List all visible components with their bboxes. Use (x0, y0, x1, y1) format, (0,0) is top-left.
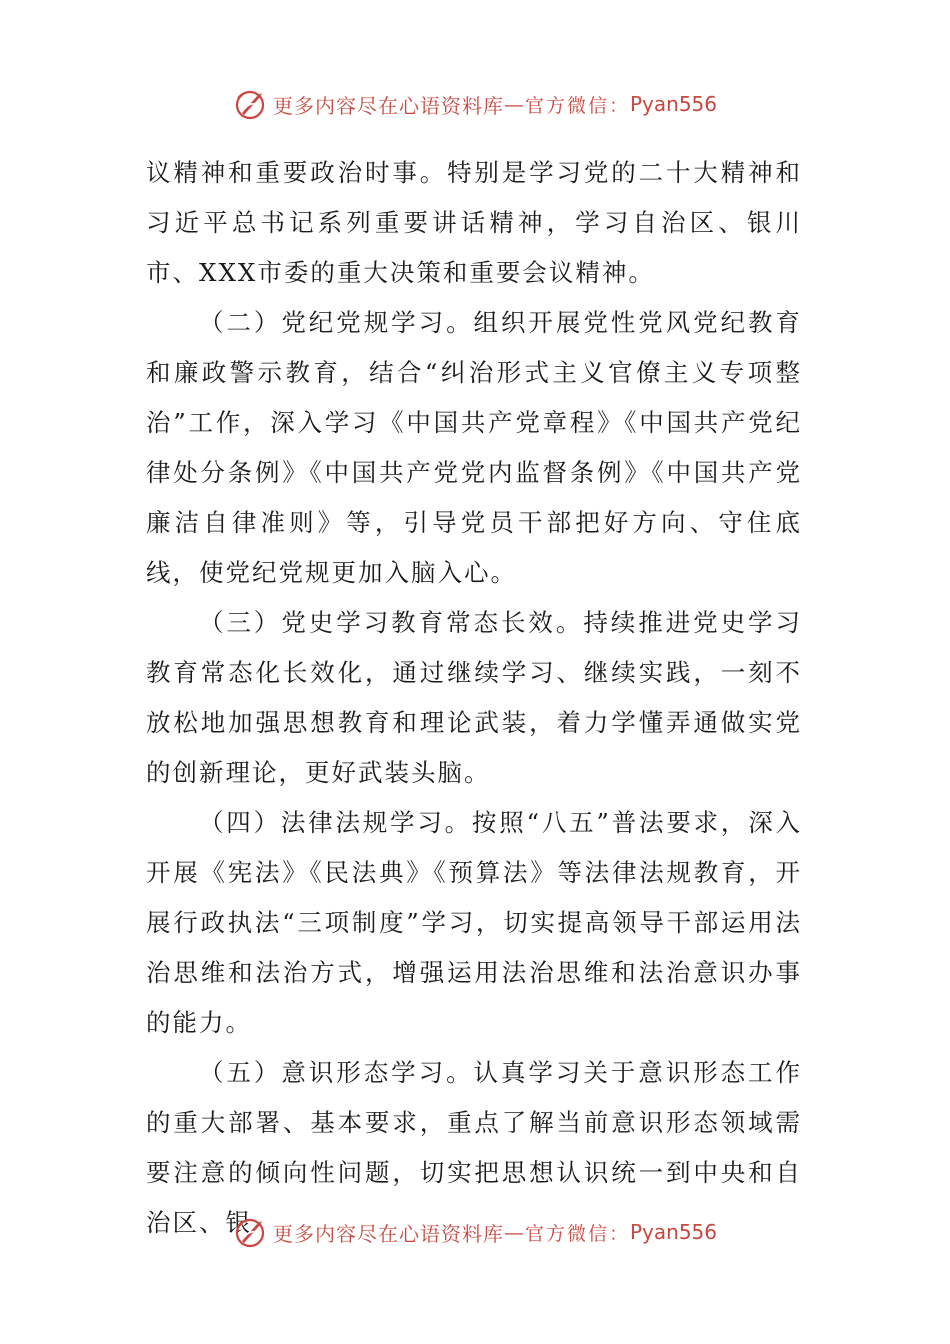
banner-text: 更多内容尽在心语资料库 (272, 1221, 504, 1246)
paragraph-party-discipline: （二）党纪党规学习。组织开展党性党风党纪教育和廉政警示教育，结合“纠治形式主义官僚主义专项整治”工作，深入学习《中国共产党章程》《中国共产党纪律处分条例》《中国共产党党内监督条例》《中国共产党廉洁自律准则》等，引导党员干部把好方向、守住底线，使党纪党规更加入脑入心。 (146, 308, 802, 587)
footer-banner (0, 1212, 950, 1252)
banner-text: 更多内容尽在心语资料库 (272, 93, 504, 118)
quill-pen-logo-icon (233, 1214, 269, 1250)
banner-wechat-id: Pyan556 (630, 92, 718, 116)
paragraph-party-history: （三）党史学习教育常态长效。持续推进党史学习教育常态化长效化，通过继续学习、继续实践，一刻不放松地加强思想教育和理论武装，着力学懂弄通做实党的创新理论，更好武装头脑。 (146, 608, 802, 787)
paragraph-ideology: （五）意识形态学习。认真学习关于意识形态工作的重大部署、基本要求，重点了解当前意识形态领域需要注意的倾向性问题，切实把思想认识统一到中央和自治区、银 (146, 1058, 802, 1237)
banner-dash: — (503, 92, 525, 116)
quill-pen-logo-icon (233, 86, 269, 122)
banner-dash: — (503, 1220, 525, 1244)
paragraph-laws-regulations: （四）法律法规学习。按照“八五”普法要求，深入开展《宪法》《民法典》《预算法》等法律法规教育，开展行政执法“三项制度”学习，切实提高领导干部运用法治思维和法治方式，增强运用法治思维和法治意识办事的能力。 (146, 808, 802, 1037)
document-body (146, 148, 802, 1248)
header-banner (0, 84, 950, 124)
banner-wechat-id: Pyan556 (630, 1220, 718, 1244)
banner-contact-label: 官方微信： (524, 94, 630, 117)
banner-contact-label: 官方微信： (524, 1222, 630, 1245)
paragraph-continuation: 议精神和重要政治时事。特别是学习党的二十大精神和习近平总书记系列重要讲话精神，学习自治区、银川市、XXX市委的重大决策和重要会议精神。 (146, 158, 802, 287)
